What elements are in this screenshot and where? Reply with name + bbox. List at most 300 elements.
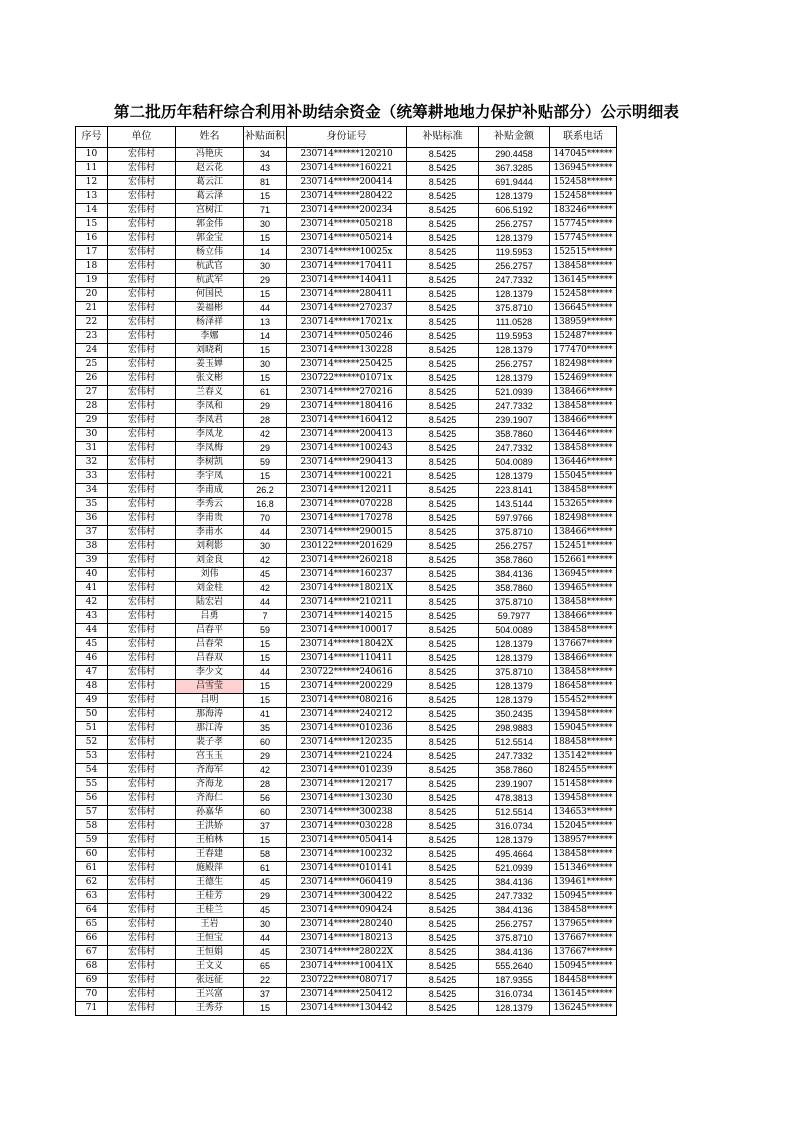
- cell-phone: 138466******: [550, 526, 617, 540]
- cell-id-number: 230714******100243: [287, 442, 407, 456]
- cell-phone: 138466******: [550, 610, 617, 624]
- cell-phone: 151458******: [550, 778, 617, 792]
- cell-amount: 247.7332: [479, 274, 550, 288]
- cell-name: 李甫成: [176, 484, 244, 498]
- cell-phone: 188458******: [550, 736, 617, 750]
- cell-unit: 宏伟村: [108, 316, 176, 330]
- cell-unit: 宏伟村: [108, 694, 176, 708]
- cell-phone: 138466******: [550, 414, 617, 428]
- cell-amount: 256.2757: [479, 260, 550, 274]
- cell-phone: 138458******: [550, 442, 617, 456]
- table-row: [76, 904, 617, 918]
- cell-no: 54: [76, 764, 108, 778]
- cell-no: 33: [76, 470, 108, 484]
- cell-standard: 8.5425: [407, 918, 479, 932]
- cell-phone: 136645******: [550, 302, 617, 316]
- cell-amount: 358.7860: [479, 582, 550, 596]
- cell-id-number: 230714******28022X: [287, 946, 407, 960]
- table-row: [76, 1002, 617, 1016]
- table-row: [76, 442, 617, 456]
- table-row: [76, 960, 617, 974]
- cell-name: 孙嘉华: [176, 806, 244, 820]
- cell-name: 何国民: [176, 288, 244, 302]
- cell-id-number: 230714******280240: [287, 918, 407, 932]
- cell-name: 齐海军: [176, 764, 244, 778]
- cell-id-number: 230714******290015: [287, 526, 407, 540]
- cell-name: 姜福彬: [176, 302, 244, 316]
- cell-name: 李宇凤: [176, 470, 244, 484]
- cell-name: 刘利影: [176, 540, 244, 554]
- cell-no: 60: [76, 848, 108, 862]
- cell-area: 34: [244, 148, 287, 162]
- cell-unit: 宏伟村: [108, 484, 176, 498]
- cell-id-number: 230714******010141: [287, 862, 407, 876]
- table-row: [76, 330, 617, 344]
- cell-id-number: 230714******160237: [287, 568, 407, 582]
- cell-name: 王洪娇: [176, 820, 244, 834]
- cell-name: 吕雪莹: [176, 680, 244, 694]
- table-row: [76, 204, 617, 218]
- cell-name: 王兴富: [176, 988, 244, 1002]
- cell-amount: 375.8710: [479, 666, 550, 680]
- cell-name: 施殿萍: [176, 862, 244, 876]
- cell-no: 52: [76, 736, 108, 750]
- cell-name: 齐海仁: [176, 792, 244, 806]
- table-row: [76, 302, 617, 316]
- table-row: [76, 498, 617, 512]
- cell-standard: 8.5425: [407, 988, 479, 1002]
- cell-standard: 8.5425: [407, 414, 479, 428]
- cell-id-number: 230714******260218: [287, 554, 407, 568]
- cell-phone: 152458******: [550, 288, 617, 302]
- cell-unit: 宏伟村: [108, 372, 176, 386]
- cell-area: 29: [244, 750, 287, 764]
- cell-unit: 宏伟村: [108, 862, 176, 876]
- cell-phone: 138458******: [550, 596, 617, 610]
- cell-no: 25: [76, 358, 108, 372]
- cell-name: 李甫贵: [176, 512, 244, 526]
- cell-area: 42: [244, 582, 287, 596]
- cell-unit: 宏伟村: [108, 302, 176, 316]
- table-row: [76, 666, 617, 680]
- cell-unit: 宏伟村: [108, 414, 176, 428]
- cell-area: 37: [244, 988, 287, 1002]
- cell-phone: 136245******: [550, 1002, 617, 1016]
- cell-phone: 139458******: [550, 792, 617, 806]
- cell-standard: 8.5425: [407, 694, 479, 708]
- cell-no: 20: [76, 288, 108, 302]
- cell-name: 李树凯: [176, 456, 244, 470]
- cell-id-number: 230714******030228: [287, 820, 407, 834]
- cell-id-number: 230714******100232: [287, 848, 407, 862]
- cell-no: 47: [76, 666, 108, 680]
- table-body: [76, 148, 617, 1016]
- cell-unit: 宏伟村: [108, 946, 176, 960]
- cell-no: 14: [76, 204, 108, 218]
- cell-id-number: 230714******130442: [287, 1002, 407, 1016]
- cell-no: 37: [76, 526, 108, 540]
- cell-phone: 153265******: [550, 498, 617, 512]
- cell-amount: 521.0939: [479, 862, 550, 876]
- cell-area: 42: [244, 764, 287, 778]
- cell-no: 10: [76, 148, 108, 162]
- cell-id-number: 230714******170278: [287, 512, 407, 526]
- cell-amount: 128.1379: [479, 680, 550, 694]
- cell-unit: 宏伟村: [108, 582, 176, 596]
- cell-no: 50: [76, 708, 108, 722]
- cell-unit: 宏伟村: [108, 470, 176, 484]
- cell-phone: 137667******: [550, 946, 617, 960]
- cell-area: 16.8: [244, 498, 287, 512]
- cell-phone: 151346******: [550, 862, 617, 876]
- table-row: [76, 316, 617, 330]
- cell-phone: 155045******: [550, 470, 617, 484]
- cell-standard: 8.5425: [407, 666, 479, 680]
- cell-amount: 128.1379: [479, 232, 550, 246]
- cell-name: 吕春平: [176, 624, 244, 638]
- cell-area: 14: [244, 330, 287, 344]
- cell-unit: 宏伟村: [108, 246, 176, 260]
- cell-id-number: 230714******120217: [287, 778, 407, 792]
- cell-name: 李凤龙: [176, 428, 244, 442]
- cell-area: 42: [244, 428, 287, 442]
- cell-amount: 128.1379: [479, 190, 550, 204]
- cell-standard: 8.5425: [407, 876, 479, 890]
- cell-no: 53: [76, 750, 108, 764]
- cell-no: 23: [76, 330, 108, 344]
- cell-area: 56: [244, 792, 287, 806]
- cell-name: 冯艳庆: [176, 148, 244, 162]
- cell-id-number: 230714******070228: [287, 498, 407, 512]
- cell-name: 王岩: [176, 918, 244, 932]
- table-row: [76, 190, 617, 204]
- cell-unit: 宏伟村: [108, 442, 176, 456]
- cell-amount: 239.1907: [479, 778, 550, 792]
- cell-amount: 223.8141: [479, 484, 550, 498]
- cell-amount: 504.0089: [479, 456, 550, 470]
- cell-no: 48: [76, 680, 108, 694]
- cell-phone: 138458******: [550, 904, 617, 918]
- cell-standard: 8.5425: [407, 778, 479, 792]
- table-row: [76, 722, 617, 736]
- cell-standard: 8.5425: [407, 708, 479, 722]
- cell-area: 59: [244, 456, 287, 470]
- cell-name: 裴子孝: [176, 736, 244, 750]
- cell-no: 39: [76, 554, 108, 568]
- table-row: [76, 512, 617, 526]
- cell-unit: 宏伟村: [108, 596, 176, 610]
- cell-standard: 8.5425: [407, 316, 479, 330]
- cell-phone: 152661******: [550, 554, 617, 568]
- cell-unit: 宏伟村: [108, 736, 176, 750]
- table-row: [76, 792, 617, 806]
- cell-area: 15: [244, 652, 287, 666]
- cell-phone: 152469******: [550, 372, 617, 386]
- cell-id-number: 230714******300238: [287, 806, 407, 820]
- cell-unit: 宏伟村: [108, 960, 176, 974]
- cell-area: 14: [244, 246, 287, 260]
- table-row: [76, 750, 617, 764]
- cell-amount: 384.4136: [479, 876, 550, 890]
- cell-area: 44: [244, 666, 287, 680]
- cell-unit: 宏伟村: [108, 904, 176, 918]
- table-row: [76, 778, 617, 792]
- cell-name: 王恒娟: [176, 946, 244, 960]
- cell-unit: 宏伟村: [108, 1002, 176, 1016]
- table-row: [76, 596, 617, 610]
- cell-standard: 8.5425: [407, 162, 479, 176]
- cell-area: 29: [244, 890, 287, 904]
- cell-amount: 384.4136: [479, 946, 550, 960]
- table-row: [76, 260, 617, 274]
- cell-no: 18: [76, 260, 108, 274]
- cell-phone: 182455******: [550, 764, 617, 778]
- cell-phone: 139458******: [550, 708, 617, 722]
- cell-name: 郭金宝: [176, 232, 244, 246]
- table-row: [76, 988, 617, 1002]
- cell-amount: 59.7977: [479, 610, 550, 624]
- cell-standard: 8.5425: [407, 750, 479, 764]
- cell-amount: 384.4136: [479, 568, 550, 582]
- cell-id-number: 230714******10025x: [287, 246, 407, 260]
- cell-phone: 186458******: [550, 680, 617, 694]
- cell-area: 15: [244, 694, 287, 708]
- cell-area: 61: [244, 862, 287, 876]
- cell-area: 60: [244, 806, 287, 820]
- table-row: [76, 834, 617, 848]
- table-row: [76, 848, 617, 862]
- cell-unit: 宏伟村: [108, 540, 176, 554]
- cell-standard: 8.5425: [407, 526, 479, 540]
- cell-area: 65: [244, 960, 287, 974]
- cell-id-number: 230714******140215: [287, 610, 407, 624]
- cell-standard: 8.5425: [407, 330, 479, 344]
- cell-unit: 宏伟村: [108, 554, 176, 568]
- cell-unit: 宏伟村: [108, 148, 176, 162]
- cell-area: 43: [244, 162, 287, 176]
- cell-no: 27: [76, 386, 108, 400]
- cell-name: 杨泽祥: [176, 316, 244, 330]
- cell-area: 37: [244, 820, 287, 834]
- cell-standard: 8.5425: [407, 274, 479, 288]
- cell-name: 那海涛: [176, 708, 244, 722]
- cell-amount: 691.9444: [479, 176, 550, 190]
- cell-area: 29: [244, 442, 287, 456]
- cell-no: 13: [76, 190, 108, 204]
- cell-no: 46: [76, 652, 108, 666]
- cell-standard: 8.5425: [407, 204, 479, 218]
- cell-standard: 8.5425: [407, 596, 479, 610]
- table-row: [76, 610, 617, 624]
- cell-standard: 8.5425: [407, 582, 479, 596]
- cell-no: 63: [76, 890, 108, 904]
- cell-amount: 555.2640: [479, 960, 550, 974]
- cell-phone: 137965******: [550, 918, 617, 932]
- cell-id-number: 230714******180416: [287, 400, 407, 414]
- cell-amount: 256.2757: [479, 218, 550, 232]
- cell-area: 35: [244, 722, 287, 736]
- cell-amount: 128.1379: [479, 470, 550, 484]
- cell-id-number: 230714******050214: [287, 232, 407, 246]
- table-row: [76, 526, 617, 540]
- cell-phone: 138458******: [550, 484, 617, 498]
- cell-name: 王柏林: [176, 834, 244, 848]
- table-row: [76, 176, 617, 190]
- cell-no: 44: [76, 624, 108, 638]
- cell-phone: 138458******: [550, 400, 617, 414]
- cell-amount: 239.1907: [479, 414, 550, 428]
- cell-phone: 138458******: [550, 848, 617, 862]
- cell-no: 34: [76, 484, 108, 498]
- cell-amount: 256.2757: [479, 540, 550, 554]
- cell-phone: 138466******: [550, 386, 617, 400]
- cell-id-number: 230714******120211: [287, 484, 407, 498]
- cell-standard: 8.5425: [407, 638, 479, 652]
- cell-area: 61: [244, 386, 287, 400]
- cell-phone: 138957******: [550, 834, 617, 848]
- cell-amount: 316.0734: [479, 988, 550, 1002]
- cell-amount: 597.9766: [479, 512, 550, 526]
- cell-phone: 152451******: [550, 540, 617, 554]
- cell-id-number: 230714******170411: [287, 260, 407, 274]
- table-row: [76, 946, 617, 960]
- cell-standard: 8.5425: [407, 442, 479, 456]
- cell-phone: 138959******: [550, 316, 617, 330]
- cell-standard: 8.5425: [407, 260, 479, 274]
- cell-name: 刘伟: [176, 568, 244, 582]
- cell-amount: 290.4458: [479, 148, 550, 162]
- cell-standard: 8.5425: [407, 554, 479, 568]
- cell-amount: 495.4664: [479, 848, 550, 862]
- header-cell-unit: 单位: [108, 127, 176, 148]
- cell-phone: 152458******: [550, 190, 617, 204]
- cell-unit: 宏伟村: [108, 652, 176, 666]
- cell-amount: 128.1379: [479, 1002, 550, 1016]
- cell-phone: 138458******: [550, 624, 617, 638]
- table-row: [76, 974, 617, 988]
- cell-phone: 135142******: [550, 750, 617, 764]
- cell-name: 王文义: [176, 960, 244, 974]
- cell-id-number: 230714******060419: [287, 876, 407, 890]
- cell-id-number: 230714******280422: [287, 190, 407, 204]
- cell-amount: 256.2757: [479, 358, 550, 372]
- cell-area: 15: [244, 288, 287, 302]
- table-row: [76, 932, 617, 946]
- cell-unit: 宏伟村: [108, 680, 176, 694]
- cell-no: 61: [76, 862, 108, 876]
- cell-standard: 8.5425: [407, 820, 479, 834]
- cell-standard: 8.5425: [407, 1002, 479, 1016]
- cell-name: 杨立伟: [176, 246, 244, 260]
- cell-unit: 宏伟村: [108, 974, 176, 988]
- cell-area: 28: [244, 414, 287, 428]
- cell-area: 15: [244, 344, 287, 358]
- cell-phone: 177470******: [550, 344, 617, 358]
- cell-area: 15: [244, 834, 287, 848]
- cell-phone: 152458******: [550, 176, 617, 190]
- cell-no: 17: [76, 246, 108, 260]
- cell-id-number: 230714******120210: [287, 148, 407, 162]
- page-title: 第二批历年秸秆综合利用补助结余资金（统筹耕地地力保护补贴部分）公示明细表: [113, 103, 680, 121]
- cell-id-number: 230714******280411: [287, 288, 407, 302]
- cell-no: 40: [76, 568, 108, 582]
- cell-area: 30: [244, 358, 287, 372]
- table-row: [76, 638, 617, 652]
- cell-name: 陆宏岩: [176, 596, 244, 610]
- cell-no: 67: [76, 946, 108, 960]
- cell-id-number: 230714******200413: [287, 428, 407, 442]
- cell-amount: 256.2757: [479, 918, 550, 932]
- table-row: [76, 568, 617, 582]
- cell-unit: 宏伟村: [108, 638, 176, 652]
- cell-standard: 8.5425: [407, 456, 479, 470]
- cell-name: 吕春荣: [176, 638, 244, 652]
- table-row: [76, 680, 617, 694]
- cell-id-number: 230722******01071x: [287, 372, 407, 386]
- cell-standard: 8.5425: [407, 386, 479, 400]
- cell-id-number: 230714******200229: [287, 680, 407, 694]
- cell-id-number: 230714******160412: [287, 414, 407, 428]
- cell-no: 35: [76, 498, 108, 512]
- cell-standard: 8.5425: [407, 498, 479, 512]
- cell-area: 42: [244, 554, 287, 568]
- cell-unit: 宏伟村: [108, 260, 176, 274]
- cell-area: 15: [244, 372, 287, 386]
- table-row: [76, 582, 617, 596]
- cell-no: 29: [76, 414, 108, 428]
- cell-standard: 8.5425: [407, 484, 479, 498]
- cell-no: 38: [76, 540, 108, 554]
- cell-no: 28: [76, 400, 108, 414]
- cell-unit: 宏伟村: [108, 806, 176, 820]
- cell-standard: 8.5425: [407, 792, 479, 806]
- cell-id-number: 230714******160221: [287, 162, 407, 176]
- cell-no: 26: [76, 372, 108, 386]
- cell-no: 57: [76, 806, 108, 820]
- cell-standard: 8.5425: [407, 148, 479, 162]
- cell-name: 刘金柱: [176, 582, 244, 596]
- cell-phone: 136145******: [550, 988, 617, 1002]
- cell-id-number: 230122******201629: [287, 540, 407, 554]
- cell-area: 70: [244, 512, 287, 526]
- subsidy-table: [75, 126, 617, 1016]
- cell-area: 29: [244, 274, 287, 288]
- cell-area: 71: [244, 204, 287, 218]
- cell-phone: 150945******: [550, 890, 617, 904]
- cell-standard: 8.5425: [407, 624, 479, 638]
- cell-unit: 宏伟村: [108, 274, 176, 288]
- cell-standard: 8.5425: [407, 568, 479, 582]
- table-row: [76, 918, 617, 932]
- header-cell-area: 补贴面积: [244, 127, 287, 148]
- table-row: [76, 470, 617, 484]
- cell-id-number: 230714******130230: [287, 792, 407, 806]
- cell-amount: 128.1379: [479, 694, 550, 708]
- cell-id-number: 230714******250425: [287, 358, 407, 372]
- cell-no: 65: [76, 918, 108, 932]
- cell-unit: 宏伟村: [108, 330, 176, 344]
- cell-name: 王桂芳: [176, 890, 244, 904]
- table-row: [76, 694, 617, 708]
- table-row: [76, 386, 617, 400]
- cell-area: 30: [244, 218, 287, 232]
- cell-id-number: 230714******270216: [287, 386, 407, 400]
- cell-phone: 152515******: [550, 246, 617, 260]
- cell-phone: 136145******: [550, 274, 617, 288]
- table-row: [76, 484, 617, 498]
- cell-phone: 157745******: [550, 232, 617, 246]
- cell-id-number: 230714******180213: [287, 932, 407, 946]
